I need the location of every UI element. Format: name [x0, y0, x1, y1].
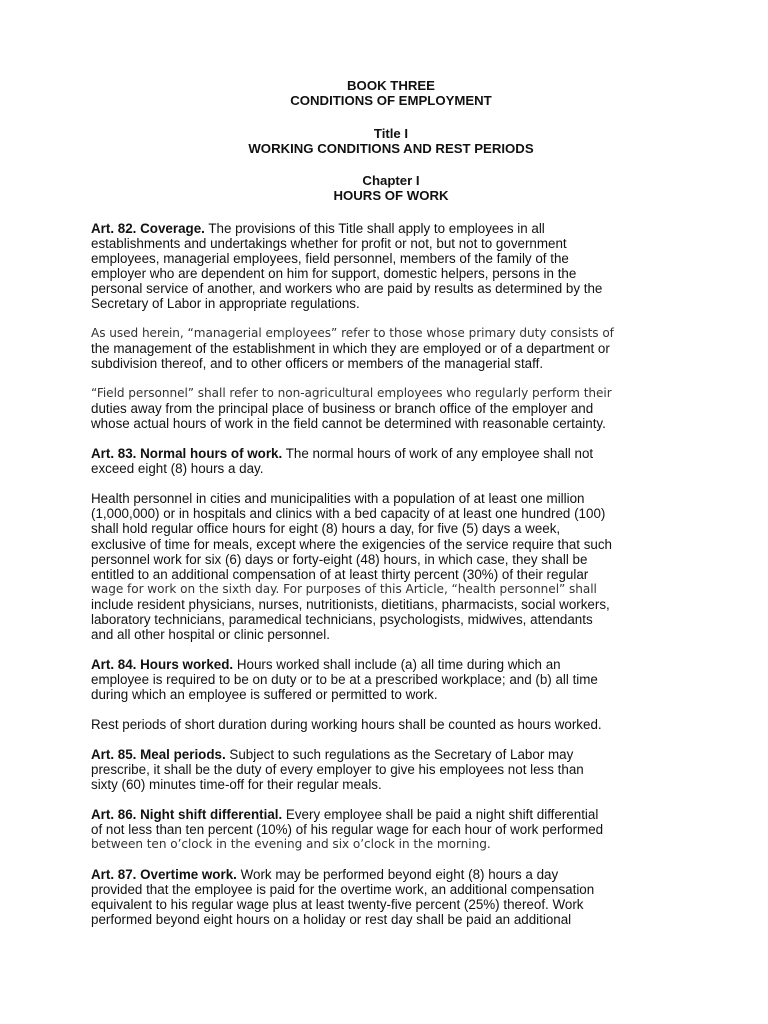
article-82-paragraph	[91, 221, 691, 312]
paragraph-line: provided that the employee is paid for the overtime work, an additional compensation	[91, 882, 595, 898]
health-personnel-paragraph	[91, 491, 691, 642]
paragraph-line: Secretary of Labor in appropriate regulations.	[91, 296, 360, 312]
paragraph-line: prescribe, it shall be the duty of every employer to give his employees not less than	[91, 762, 584, 778]
paragraph-line: subdivision thereof, and to other officers or members of the managerial staff.	[91, 356, 544, 372]
paragraph-line: entitled to an additional compensation of at least thirty percent (30%) of their regular	[91, 566, 589, 582]
chapter-name: HOURS OF WORK	[333, 188, 449, 204]
book-number: BOOK THREE	[347, 78, 435, 93]
paragraph-line: and all other hospital or clinic personnel.	[91, 627, 330, 643]
paragraph-line: wage for work on the sixth day. For purposes of this Article, “health personnel” shall	[91, 581, 597, 596]
book-heading	[91, 78, 691, 109]
paragraph-line: “Field personnel” shall refer to non-agricultural employees who regularly perform their	[91, 386, 612, 401]
paragraph-line: exclusive of time for meals, except where the exigencies of the service require that such	[91, 536, 612, 552]
paragraph-line: (1,000,000) or in hospitals and clinics with a bed capacity of at least one hundred (100)	[91, 506, 606, 522]
paragraph-line	[91, 221, 691, 236]
article-83-title: Art. 83. Normal hours of work.	[91, 446, 283, 462]
paragraph-line: include resident physicians, nurses, nutritionists, dietitians, pharmacists, social workers,	[91, 596, 610, 612]
paragraph-text: Every employee shall be paid a night shift differential	[282, 807, 599, 823]
paragraph-line	[91, 747, 691, 762]
paragraph-line: equivalent to his regular wage plus at least twenty-five percent (25%) thereof. Work	[91, 897, 584, 913]
paragraph-line	[91, 446, 691, 461]
paragraph-line: the management of the establishment in which they are employed or of a department or	[91, 341, 610, 357]
chapter-number: Chapter I	[362, 173, 420, 189]
paragraph-line: sixty (60) minutes time-off for their regular meals.	[91, 777, 382, 793]
paragraph-line: duties away from the principal place of business or branch office of the employer and	[91, 401, 594, 417]
paragraph-line: As used herein, “managerial employees” refer to those whose primary duty consists of	[91, 326, 614, 341]
paragraph-line	[91, 867, 691, 882]
title-name: WORKING CONDITIONS AND REST PERIODS	[248, 140, 534, 156]
article-86-title: Art. 86. Night shift differential.	[91, 807, 283, 823]
chapter-heading	[91, 173, 691, 204]
paragraph-text: Work may be performed beyond eight (8) hours a day	[236, 867, 559, 883]
paragraph-line: personal service of another, and workers who are paid by results as determined by the	[91, 281, 603, 297]
field-personnel-paragraph	[91, 386, 691, 431]
paragraph-line: during which an employee is suffered or permitted to work.	[91, 687, 438, 703]
paragraph-line: personnel work for six (6) days or forty-eight (48) hours, in which case, they shall be	[91, 551, 588, 567]
paragraph-line: shall hold regular office hours for eight (8) hours a day, for five (5) days a week,	[91, 521, 561, 537]
paragraph-line: laboratory technicians, paramedical technicians, psychologists, midwives, attendants	[91, 612, 593, 628]
managerial-employees-paragraph	[91, 326, 691, 371]
article-85-title: Art. 85. Meal periods.	[91, 746, 226, 762]
article-87-paragraph	[91, 867, 691, 927]
paragraph-text: The provisions of this Title shall apply to employees in all	[204, 220, 545, 236]
article-82-title: Art. 82. Coverage.	[91, 220, 205, 236]
paragraph-line: performed beyond eight hours on a holiday or rest day shall be paid an additional	[91, 912, 572, 928]
paragraph-line: between ten o’clock in the evening and six o’clock in the morning.	[91, 837, 491, 852]
book-title: CONDITIONS OF EMPLOYMENT	[290, 93, 492, 109]
article-83-paragraph	[91, 446, 691, 476]
paragraph-line: employer who are dependent on him for support, domestic helpers, persons in the	[91, 266, 577, 282]
rest-periods-paragraph	[91, 717, 691, 732]
paragraph-text: Hours worked shall include (a) all time during which an	[233, 657, 561, 673]
paragraph-line	[91, 657, 691, 672]
paragraph-line: exceed eight (8) hours a day.	[91, 461, 264, 477]
article-87-title: Art. 87. Overtime work.	[91, 867, 237, 883]
article-84-title: Art. 84. Hours worked.	[91, 657, 234, 673]
paragraph-line: employees, managerial employees, field personnel, members of the family of the	[91, 250, 569, 266]
paragraph-line: employee is required to be on duty or to be at a prescribed workplace; and (b) all time	[91, 672, 598, 688]
article-86-paragraph	[91, 807, 691, 852]
article-85-paragraph	[91, 747, 691, 792]
paragraph-line: establishments and undertakings whether for profit or not, but not to government	[91, 235, 567, 251]
title-number: Title I	[373, 125, 409, 141]
document-page	[91, 78, 691, 942]
paragraph-text: Subject to such regulations as the Secretary of Labor may	[225, 746, 574, 762]
article-84-paragraph	[91, 657, 691, 702]
paragraph-text: The normal hours of work of any employee shall not	[282, 446, 594, 462]
title-heading	[91, 126, 691, 157]
paragraph-line: of not less than ten percent (10%) of his regular wage for each hour of work performed	[91, 822, 604, 838]
paragraph-line: whose actual hours of work in the field cannot be determined with reasonable certainty.	[91, 416, 606, 432]
paragraph-line: Rest periods of short duration during working hours shall be counted as hours worked.	[91, 717, 602, 733]
paragraph-line	[91, 807, 691, 822]
paragraph-line: Health personnel in cities and municipalities with a population of at least one million	[91, 491, 585, 507]
